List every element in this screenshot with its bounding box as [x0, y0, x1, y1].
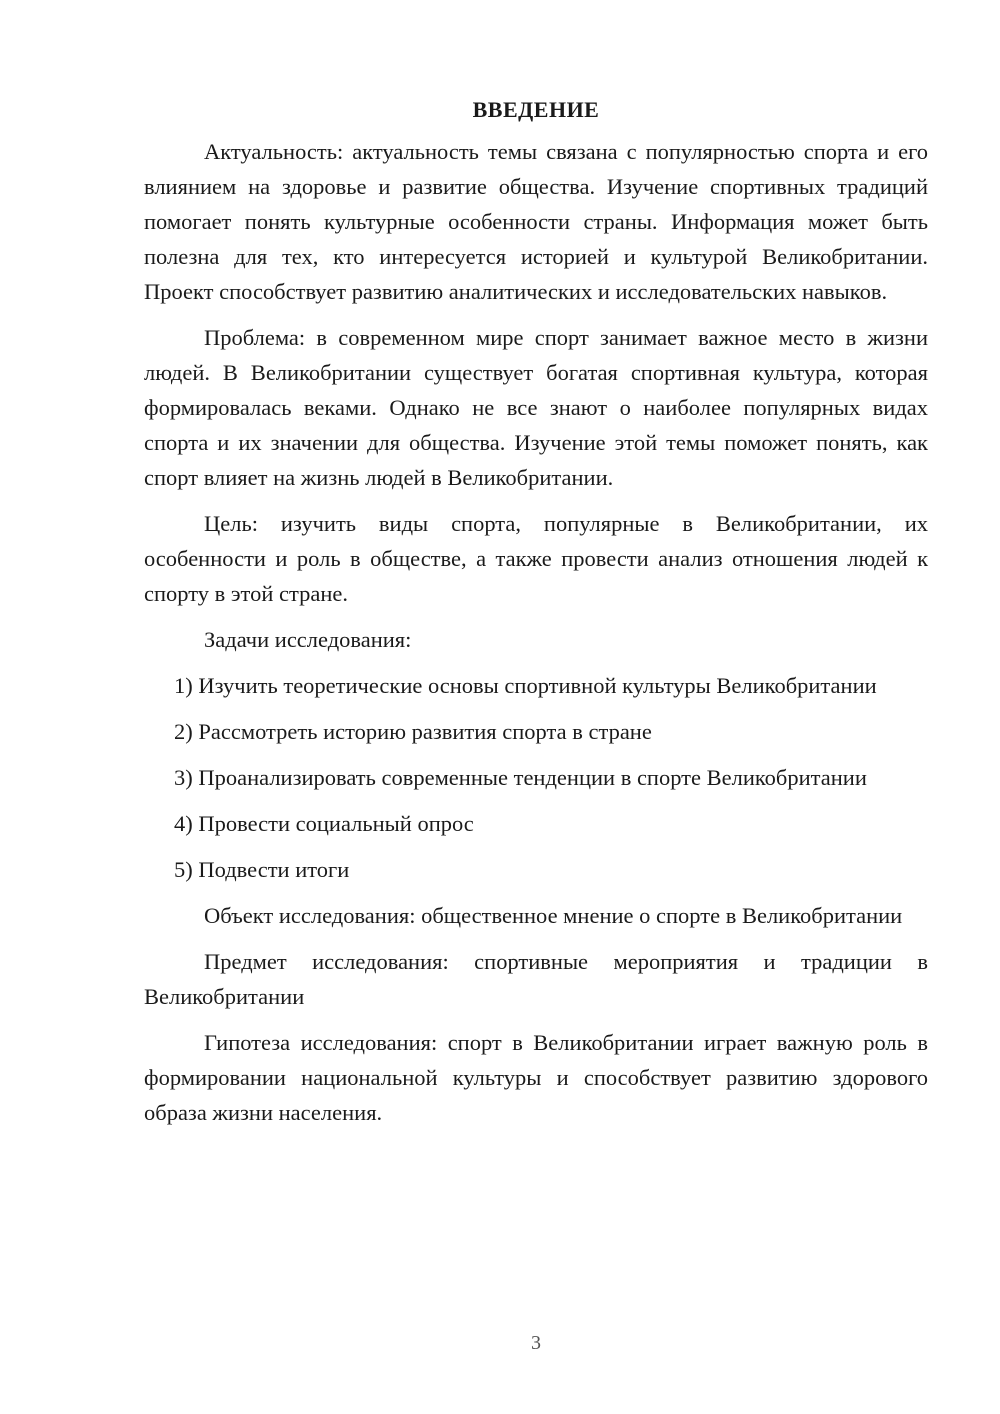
task-item-2: 2) Рассмотреть историю развития спорта в стране	[174, 719, 652, 744]
section-heading: ВВЕДЕНИЕ	[472, 97, 600, 122]
task-item-5: 5) Подвести итоги	[174, 857, 350, 882]
task-item-3: 3) Проанализировать современные тенденции в спорте Великобритании	[174, 765, 867, 790]
tasks-intro: Задачи исследования:	[204, 627, 412, 652]
goal-paragraph: Цель: изучить виды спорта, популярные в Великобритании, их особенности и роль в обществе, а также провести анализ отношения людей к спорту в этой стране.	[144, 511, 928, 606]
page-number: 3	[531, 1332, 541, 1354]
subject-paragraph: Предмет исследования: спортивные мероприятия и традиции в Великобритании	[144, 949, 928, 1009]
relevance-paragraph: Актуальность: актуальность темы связана с популярностью спорта и его влиянием на здоровье и развитие общества. Изучение спортивных традиций помогает понять культурные особенности страны. Информация может быть полезна для тех, кто интересуется историей и культурой Великобритании. Проект способствует развитию аналитических и исследовательских навыков.	[144, 139, 928, 304]
task-item-1: 1) Изучить теоретические основы спортивной культуры Великобритании	[174, 673, 877, 698]
hypothesis-paragraph: Гипотеза исследования: спорт в Великобритании играет важную роль в формировании национальной культуры и способствует развитию здорового образа жизни населения.	[144, 1030, 928, 1125]
object-paragraph: Объект исследования: общественное мнение о спорте в Великобритании	[204, 903, 903, 928]
task-item-4: 4) Провести социальный опрос	[174, 811, 474, 836]
document-body	[144, 92, 928, 1141]
problem-paragraph: Проблема: в современном мире спорт занимает важное место в жизни людей. В Великобритании существует богатая спортивная культура, которая формировалась веками. Однако не все знают о наиболее популярных видах спорта и их значении для общества. Изучение этой темы поможет понять, как спорт влияет на жизнь людей в Великобритании.	[144, 325, 928, 490]
